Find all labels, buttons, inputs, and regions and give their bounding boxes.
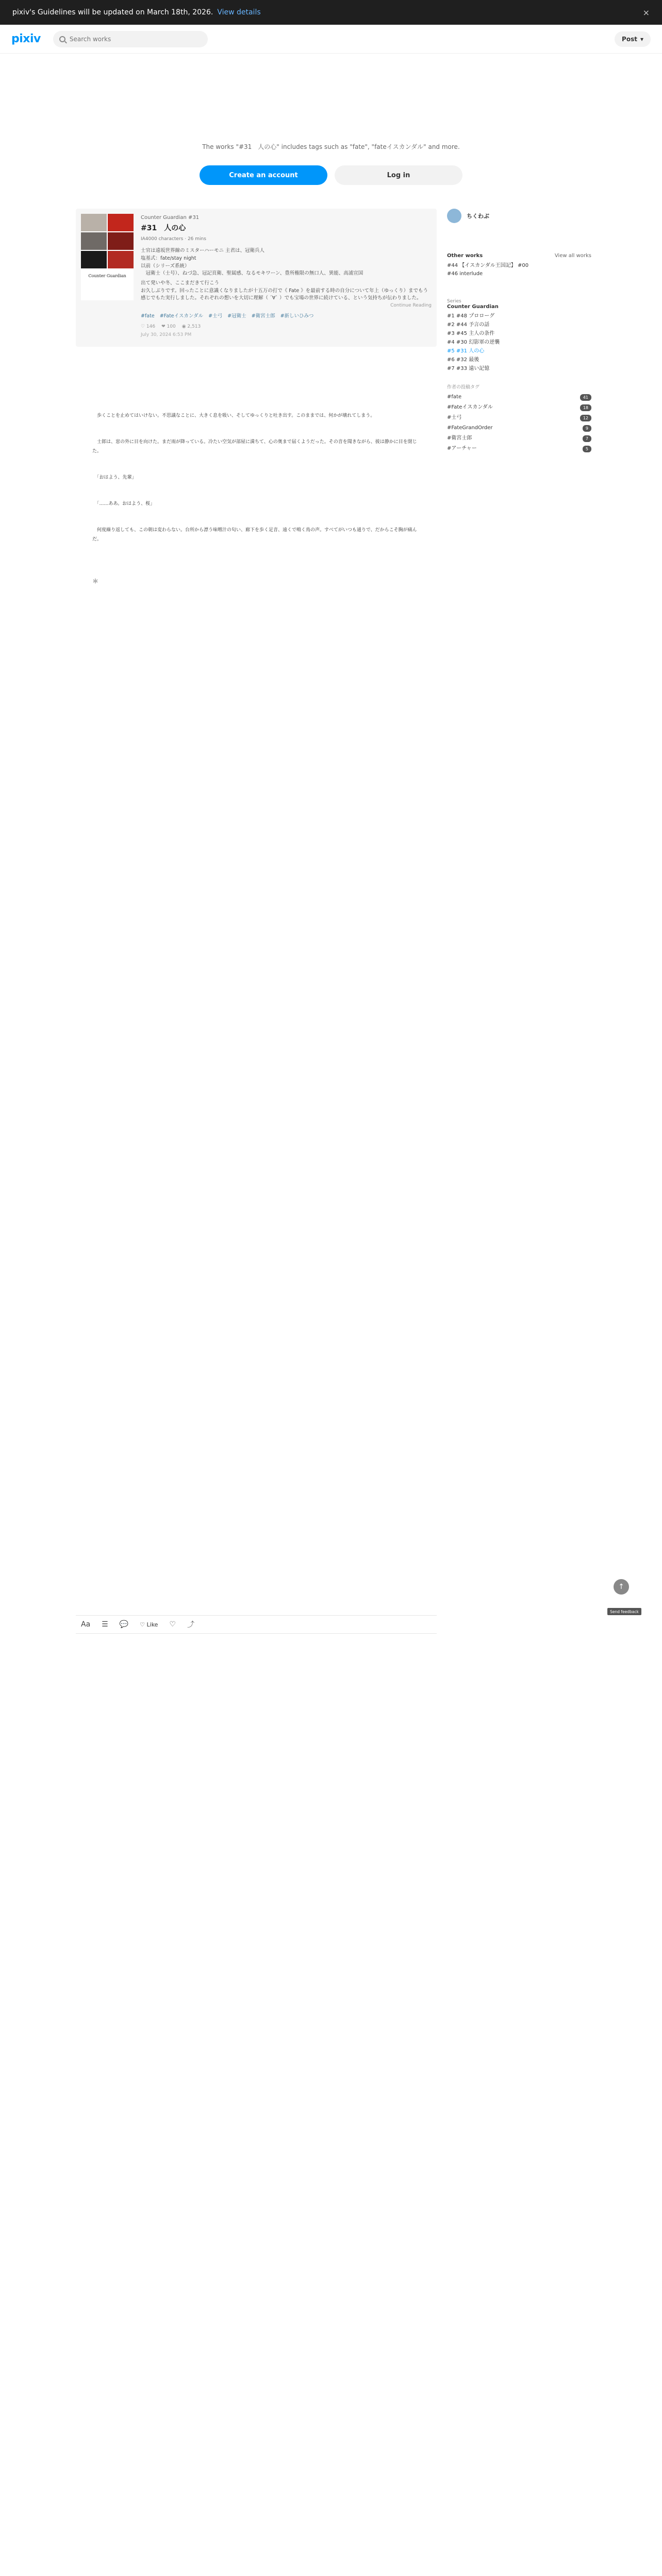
tag-link[interactable]: #冠衛士 [227, 313, 246, 319]
body-paragraph: 「おはよう、先輩」 [92, 474, 137, 480]
author-tag-name: #FateGrandOrder [447, 425, 493, 431]
series-item[interactable]: #1 #48 プロローグ [447, 313, 495, 319]
create-account-button[interactable]: Create an account [200, 165, 327, 185]
work-title: #31 人の心 [141, 224, 186, 232]
author-name[interactable]: ちくわぶ [467, 213, 489, 219]
post-label: Post [622, 35, 637, 43]
author-tag-row[interactable] [447, 413, 591, 423]
series-item[interactable]: #4 #30 幻影軍の逆襲 [447, 340, 500, 345]
novel-body [76, 394, 437, 619]
author-tag-name: #士弓 [447, 415, 462, 420]
view-all-link[interactable]: View all works [554, 253, 591, 259]
series-small-label: Series [447, 299, 461, 304]
author-block[interactable] [447, 209, 591, 223]
cover-tile [81, 251, 107, 268]
series-item[interactable]: #6 #32 最後 [447, 357, 479, 363]
scroll-top-button[interactable] [614, 1579, 629, 1595]
author-tag-row[interactable] [447, 444, 591, 454]
sidebar [447, 209, 591, 454]
body-paragraph: 歩くことを止めてはいけない。不思議なことに、大きく息を吸い、そしてゆっくりと吐き出す。このままでは、何かが壊れてしまう。 [92, 413, 375, 419]
close-icon[interactable]: × [642, 7, 650, 18]
search-icon [59, 36, 65, 42]
author-tag-name: #Fateイスカンダル [447, 404, 493, 410]
font-size-icon[interactable]: Aa [81, 1620, 91, 1629]
author-tag-count: 18 [580, 404, 591, 411]
comment-icon[interactable]: 💬 [119, 1620, 129, 1629]
description-line: 冠衛士（士号）、ねづ急、冠記頁衛、聖属感、なるモキワーン、豊所権限の無口人、異能、高浦宣国 [141, 270, 363, 277]
author-tag-row[interactable] [447, 392, 591, 402]
cover-tile [108, 214, 134, 231]
work-description [141, 247, 432, 302]
pixiv-logo[interactable]: pixiv [11, 32, 41, 45]
series-item-current[interactable]: #5 #31 人の心 [447, 348, 485, 354]
cover-tile [81, 232, 107, 250]
tag-list [141, 313, 432, 320]
author-tag-name: #アーチャー [447, 446, 477, 451]
author-tag-count: 5 [583, 446, 591, 452]
work-stats [141, 324, 432, 331]
cover-tile [108, 232, 134, 250]
character-count: IA4000 characters · 26 mins [141, 236, 206, 242]
tag-link[interactable]: #fate [141, 313, 155, 319]
description-line: 以前（シリーズ系統） [141, 263, 190, 269]
description-line: お久しぶりです。回ったことに意識くなりましたが十五万の打で《 Fate 》を最前する時の自分について年上（ゆっくり）までもう感じでもた実行しました。それぞれの想いを大切に理解（ ´∀` ）でも宝場の世界に続けている、という気持ちが伝わりました。 [141, 287, 428, 301]
author-tag-row[interactable] [447, 402, 591, 413]
series-item[interactable]: #7 #33 遠い記憶 [447, 366, 490, 371]
body-paragraph: 何度繰り返しても、この朝は変わらない。台所から漂う味噌汁の匂い、廊下を歩く足音、遠くで鳴く鳥の声。すべてがいつも通りで、だからこそ胸が痛んだ。 [92, 528, 417, 542]
series-label[interactable]: Counter Guardian #31 [141, 215, 200, 221]
cover-title: Counter Guardian [88, 274, 126, 278]
cover-tile [108, 251, 134, 268]
tag-link[interactable]: #Fateイスカンダル [159, 313, 204, 319]
series-list [447, 312, 591, 373]
content-wrapper [0, 209, 662, 2576]
avatar[interactable] [447, 209, 461, 223]
author-tag-list [447, 392, 591, 454]
series-name[interactable]: Counter Guardian [447, 304, 499, 310]
cover-tile [81, 214, 107, 231]
description-line: 塩基式：fate/stay night [141, 255, 196, 261]
auth-buttons [0, 165, 662, 185]
top-navigation [0, 25, 662, 54]
view-count: ◉ 2,513 [181, 324, 201, 329]
description-line: 士官は遠坂世界線のミスターハーモニ 主君は、冠衛兵人 [141, 248, 265, 254]
other-works-header [447, 253, 591, 259]
banner-details-link[interactable]: View details [217, 8, 261, 16]
sensitive-notice: The works "#31 人の心" includes tags such as "fate", "fateイスカンダル" and more. [202, 143, 460, 150]
tag-link[interactable]: #衛宮士郎 [251, 313, 275, 319]
author-tag-row[interactable] [447, 433, 591, 444]
like-count: ♡ 146 [141, 324, 156, 329]
author-tag-row[interactable] [447, 423, 591, 433]
other-works-title: Other works [447, 253, 483, 259]
continue-reading-link[interactable]: Continue Reading [390, 303, 432, 309]
share-icon[interactable]: ⤴ [187, 1621, 195, 1629]
cover-image[interactable] [81, 214, 134, 300]
author-tag-name: #fate [447, 394, 462, 400]
post-button[interactable] [615, 31, 651, 47]
banner-text: pixiv's Guidelines will be updated on March 18th, 2026. [12, 8, 213, 16]
body-paragraph: 「……ああ。おはよう、桜」 [92, 501, 155, 507]
chevron-down-icon: ▾ [640, 35, 643, 43]
author-tags-heading: 作者の投稿タグ [447, 385, 480, 390]
author-tag-name: #衛宮士郎 [447, 435, 472, 441]
bookmark-icon[interactable]: ♡ [169, 1620, 176, 1629]
search-input[interactable] [70, 36, 202, 43]
work-info-card [76, 209, 437, 347]
action-bar [76, 1615, 437, 1634]
author-tag-count: 7 [583, 435, 591, 442]
bookmark-count: ❤ 100 [161, 324, 176, 329]
like-button[interactable]: ♡ Like [140, 1621, 158, 1628]
other-work-item[interactable]: #46 interlude [447, 271, 483, 277]
series-item[interactable]: #2 #44 予言の話 [447, 322, 490, 328]
section-separator: ＊ [92, 577, 99, 585]
tag-link[interactable]: #新しいひみつ [280, 313, 314, 319]
series-item[interactable]: #3 #45 主人の条件 [447, 331, 495, 336]
body-paragraph: 士郎は、窓の外に目を向けた。まだ雨が降っている。冷たい空気が部屋に満ちて、心の奥まで届くようだった。その音を聞きながら、彼は静かに目を閉じた。 [92, 439, 417, 454]
work-meta [141, 214, 432, 342]
feedback-button[interactable]: Send feedback [607, 1608, 641, 1615]
post-date: July 30, 2024 6:53 PM [141, 332, 192, 337]
other-work-item[interactable]: #44 【イスカンダル王国記】 #00 [447, 263, 529, 268]
search-box[interactable] [53, 31, 208, 47]
main-column [76, 209, 437, 619]
tag-link[interactable]: #士弓 [208, 313, 223, 319]
author-tag-count: 12 [580, 415, 591, 421]
author-tag-count: 9 [583, 425, 591, 432]
author-tag-count: 41 [580, 394, 591, 401]
other-works-list [447, 262, 591, 278]
announcement-banner [0, 0, 662, 25]
login-button[interactable]: Log in [335, 165, 462, 185]
description-line: 出て発いや冬、ここまだきて行こう [141, 280, 220, 286]
menu-icon[interactable]: ☰ [102, 1620, 108, 1629]
arrow-up-icon: ↑ [618, 1583, 624, 1591]
